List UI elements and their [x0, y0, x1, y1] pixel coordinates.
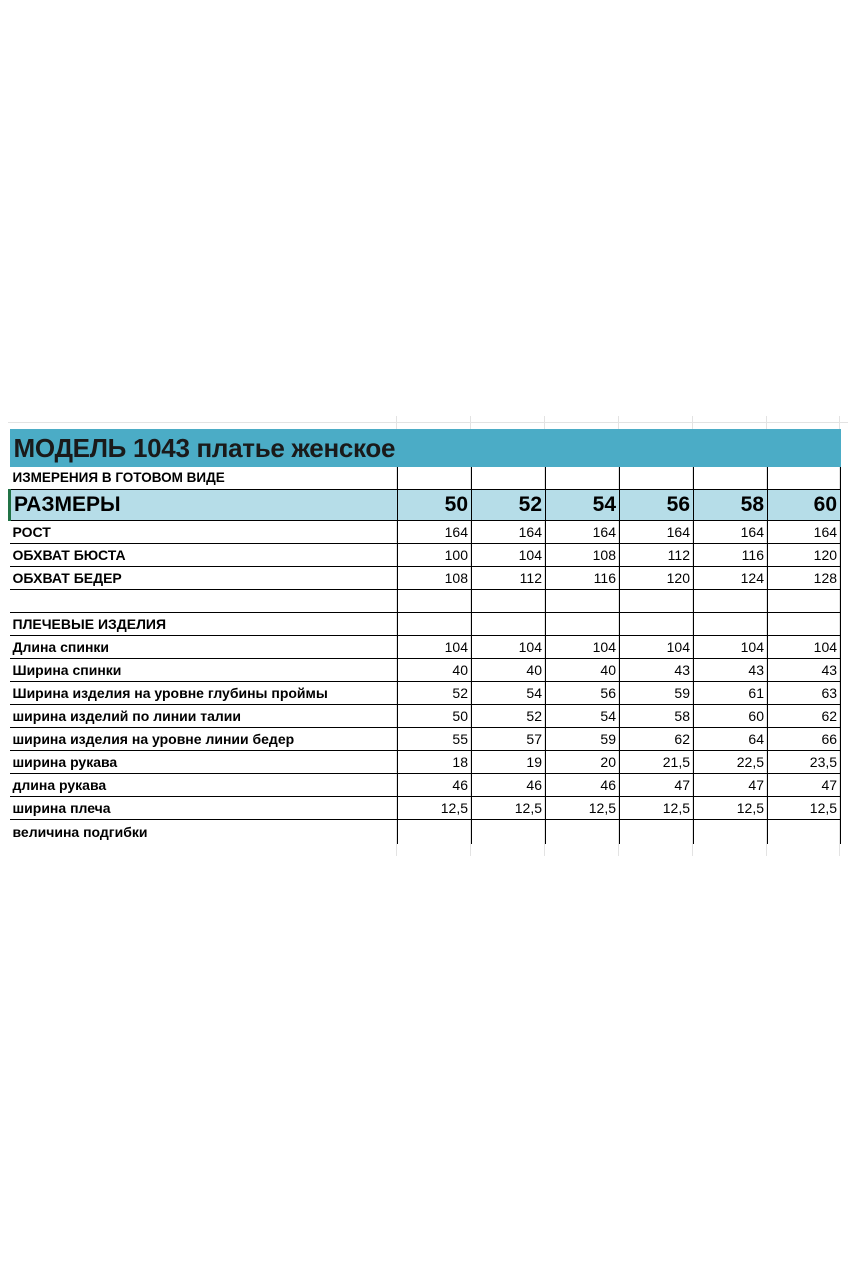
value-cell[interactable]	[398, 613, 472, 636]
row-label-cell[interactable]: ширина плеча	[10, 797, 398, 820]
value-cell[interactable]: 116	[694, 544, 768, 567]
value-cell[interactable]	[620, 613, 694, 636]
value-cell[interactable]	[694, 590, 768, 613]
value-cell[interactable]: 128	[768, 567, 841, 590]
row-label-cell[interactable]: ОБХВАТ БЮСТА	[10, 544, 398, 567]
size-cell[interactable]: 58	[694, 490, 768, 521]
value-cell[interactable]	[768, 820, 841, 845]
value-cell[interactable]: 12,5	[694, 797, 768, 820]
table-row	[10, 682, 841, 705]
value-cell[interactable]: 40	[546, 659, 620, 682]
row-label-cell[interactable]: величина подгибки	[12, 824, 148, 840]
table-row	[10, 728, 841, 751]
subtitle-cell[interactable]: ИЗМЕРЕНИЯ В ГОТОВОМ ВИДЕ	[10, 467, 398, 490]
value-cell[interactable]: 46	[472, 774, 546, 797]
value-cell[interactable]: 59	[620, 682, 694, 705]
value-cell[interactable]	[546, 613, 620, 636]
value-cell[interactable]: 62	[620, 728, 694, 751]
model-title[interactable]: МОДЕЛЬ 1043 платье женское	[10, 429, 841, 467]
value-cell[interactable]: 124	[694, 567, 768, 590]
value-cell[interactable]: 104	[472, 636, 546, 659]
value-cell[interactable]	[694, 820, 768, 845]
value-cell[interactable]: 43	[620, 659, 694, 682]
title-row	[10, 429, 841, 467]
value-cell[interactable]	[546, 820, 620, 845]
value-cell[interactable]: 20	[546, 751, 620, 774]
row-label-cell[interactable]: ОБХВАТ БЕДЕР	[10, 567, 398, 590]
table-row	[10, 659, 841, 682]
subtitle-row	[10, 467, 841, 490]
value-cell[interactable]	[768, 613, 841, 636]
size-table	[8, 429, 841, 844]
size-cell[interactable]: 50	[398, 490, 472, 521]
value-cell[interactable]: 54	[472, 682, 546, 705]
value-cell[interactable]: 116	[546, 567, 620, 590]
table-row	[10, 544, 841, 567]
row-label-cell[interactable]: РОСТ	[10, 521, 398, 544]
gridline	[8, 422, 848, 423]
row-label-cell[interactable]: ширина изделий по линии талии	[10, 705, 398, 728]
value-cell[interactable]: 104	[768, 636, 841, 659]
empty-cell[interactable]	[620, 467, 694, 490]
value-cell[interactable]: 104	[694, 636, 768, 659]
value-cell[interactable]: 112	[472, 567, 546, 590]
value-cell[interactable]: 21,5	[620, 751, 694, 774]
value-cell[interactable]: 12,5	[546, 797, 620, 820]
value-cell[interactable]: 54	[546, 705, 620, 728]
row-label-cell[interactable]	[10, 590, 398, 613]
value-cell[interactable]: 104	[472, 544, 546, 567]
value-cell[interactable]: 47	[620, 774, 694, 797]
value-cell[interactable]: 22,5	[694, 751, 768, 774]
value-cell[interactable]: 46	[546, 774, 620, 797]
value-cell[interactable]: 12,5	[472, 797, 546, 820]
value-cell[interactable]: 66	[768, 728, 841, 751]
empty-cell[interactable]	[694, 467, 768, 490]
value-cell[interactable]: 164	[546, 521, 620, 544]
table-row	[10, 797, 841, 820]
value-cell[interactable]: 43	[768, 659, 841, 682]
table-row	[10, 774, 841, 797]
row-label-cell[interactable]: Ширина спинки	[10, 659, 398, 682]
value-cell[interactable]: 58	[620, 705, 694, 728]
value-cell[interactable]: 104	[620, 636, 694, 659]
table-row	[10, 820, 841, 845]
value-cell[interactable]: 12,5	[768, 797, 841, 820]
value-cell[interactable]: 104	[546, 636, 620, 659]
section-row	[10, 613, 841, 636]
value-cell[interactable]: 12,5	[398, 797, 472, 820]
value-cell[interactable]: 164	[472, 521, 546, 544]
value-cell[interactable]	[398, 590, 472, 613]
value-cell[interactable]: 120	[620, 567, 694, 590]
empty-cell[interactable]	[398, 467, 472, 490]
value-cell[interactable]: 23,5	[768, 751, 841, 774]
value-cell[interactable]: 108	[546, 544, 620, 567]
value-cell[interactable]: 164	[620, 521, 694, 544]
value-cell[interactable]: 43	[694, 659, 768, 682]
value-cell[interactable]: 18	[398, 751, 472, 774]
value-cell[interactable]	[472, 613, 546, 636]
size-cell[interactable]: 52	[472, 490, 546, 521]
sizes-label-cell[interactable]: РАЗМЕРЫ	[10, 490, 398, 521]
empty-cell[interactable]	[472, 467, 546, 490]
value-cell[interactable]: 57	[472, 728, 546, 751]
value-cell[interactable]: 164	[768, 521, 841, 544]
value-cell[interactable]: 56	[546, 682, 620, 705]
table-row	[10, 521, 841, 544]
value-cell[interactable]	[620, 820, 694, 845]
size-cell[interactable]: 54	[546, 490, 620, 521]
value-cell[interactable]: 59	[546, 728, 620, 751]
value-cell[interactable]: 40	[472, 659, 546, 682]
size-cell[interactable]: 56	[620, 490, 694, 521]
table-row	[10, 567, 841, 590]
value-cell[interactable]	[620, 590, 694, 613]
row-label-cell[interactable]: ширина изделия на уровне линии бедер	[10, 728, 398, 751]
value-cell[interactable]: 40	[398, 659, 472, 682]
row-label-cell[interactable]: ширина рукава	[10, 751, 398, 774]
empty-cell[interactable]	[546, 467, 620, 490]
table-row	[10, 636, 841, 659]
empty-row	[10, 590, 841, 613]
value-cell[interactable]: 52	[472, 705, 546, 728]
value-cell[interactable]: 120	[768, 544, 841, 567]
value-cell[interactable]	[768, 590, 841, 613]
row-label-cell[interactable]: длина рукава	[10, 774, 398, 797]
value-cell[interactable]: 164	[694, 521, 768, 544]
value-cell[interactable]: 55	[398, 728, 472, 751]
value-cell[interactable]: 104	[398, 636, 472, 659]
value-cell[interactable]	[472, 590, 546, 613]
sizes-header-row	[10, 490, 841, 521]
empty-cell[interactable]	[768, 467, 841, 490]
table-row	[10, 751, 841, 774]
table-row	[10, 705, 841, 728]
value-cell[interactable]: 12,5	[620, 797, 694, 820]
row-label-cell[interactable]: Ширина изделия на уровне глубины проймы	[10, 682, 398, 705]
value-cell[interactable]: 19	[472, 751, 546, 774]
value-cell[interactable]: 62	[768, 705, 841, 728]
row-label-cell[interactable]: Длина спинки	[10, 636, 398, 659]
spreadsheet	[8, 416, 848, 856]
value-cell[interactable]: 60	[694, 705, 768, 728]
value-cell[interactable]: 50	[398, 705, 472, 728]
value-cell[interactable]	[546, 590, 620, 613]
value-cell[interactable]: 64	[694, 728, 768, 751]
value-cell[interactable]: 61	[694, 682, 768, 705]
value-cell[interactable]: 100	[398, 544, 472, 567]
value-cell[interactable]: 63	[768, 682, 841, 705]
value-cell[interactable]: 47	[694, 774, 768, 797]
value-cell[interactable]: 112	[620, 544, 694, 567]
value-cell[interactable]: 47	[768, 774, 841, 797]
size-cell[interactable]: 60	[768, 490, 841, 521]
value-cell[interactable]	[694, 613, 768, 636]
value-cell[interactable]: 108	[398, 567, 472, 590]
value-cell[interactable]: 164	[398, 521, 472, 544]
value-cell[interactable]	[472, 820, 546, 845]
value-cell[interactable]	[398, 820, 472, 845]
section-label-cell[interactable]: ПЛЕЧЕВЫЕ ИЗДЕЛИЯ	[10, 613, 398, 636]
value-cell[interactable]: 52	[398, 682, 472, 705]
value-cell[interactable]: 46	[398, 774, 472, 797]
